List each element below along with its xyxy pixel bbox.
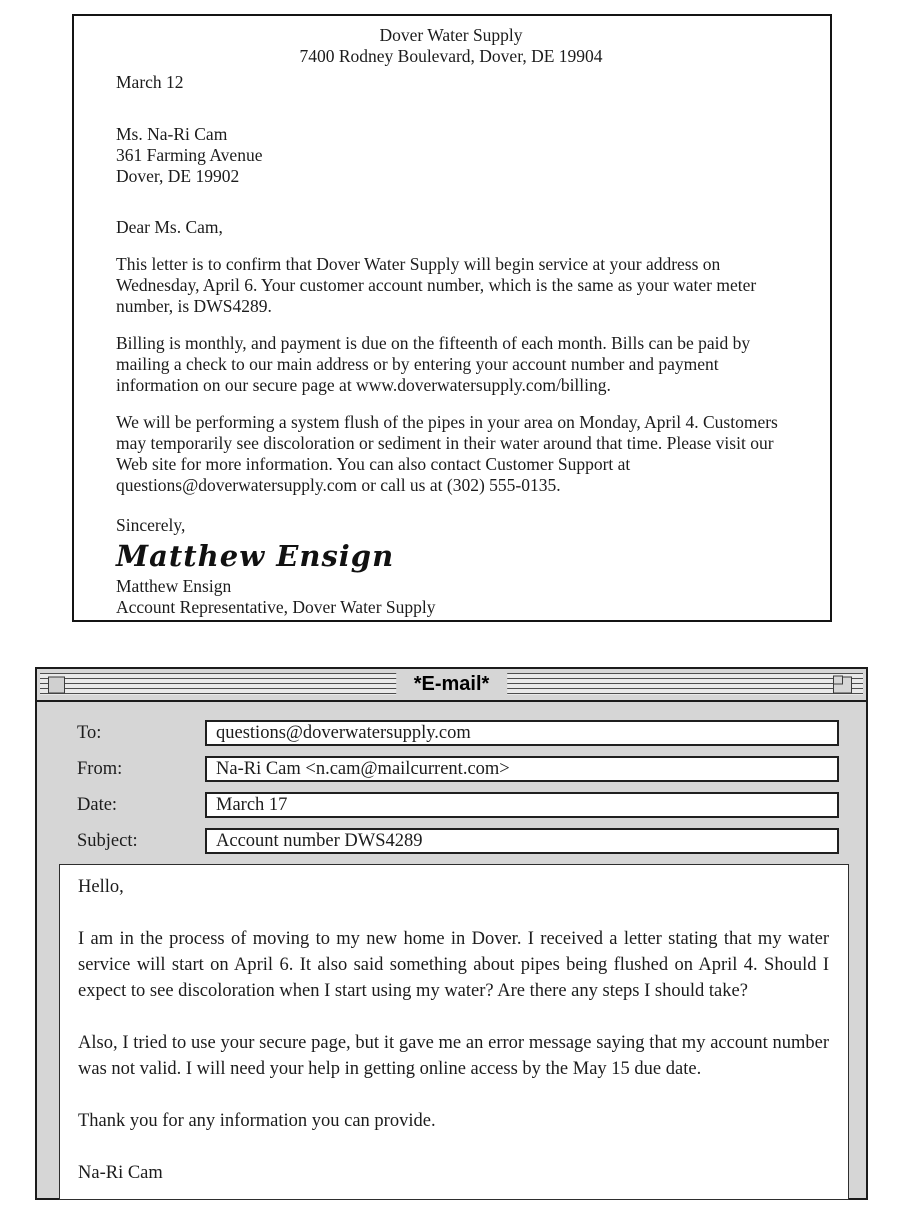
- recipient-city: Dover, DE 19902: [116, 166, 240, 186]
- subject-label: Subject:: [77, 830, 138, 851]
- email-paragraph: I am in the process of moving to my new home in Dover. I received a letter stating that my water service will start on April 6. It also said something about pipes being flushed on April 4. Should I expect to see discoloration when I start using my water? Are there any steps I should take?: [78, 929, 829, 1001]
- letter-recipient-block: [116, 124, 786, 187]
- zoom-icon[interactable]: [833, 676, 852, 693]
- date-field[interactable]: March 17: [205, 792, 839, 818]
- field-row-from: [77, 756, 839, 782]
- letter-document: [72, 14, 832, 622]
- email-greeting: Hello,: [78, 877, 124, 897]
- email-window-titlebar[interactable]: [37, 669, 866, 702]
- zoom-icon-inner: [833, 676, 843, 685]
- letter-paragraph: This letter is to confirm that Dover Water Supply will begin service at your address on Wednesday, April 6. Your customer account number, which is the same as your water meter number, is DWS4289.: [116, 254, 757, 316]
- recipient-street: 361 Farming Avenue: [116, 145, 263, 165]
- email-body[interactable]: [59, 864, 849, 1200]
- field-row-date: [77, 792, 839, 818]
- field-row-to: [77, 720, 839, 746]
- field-row-subject: [77, 828, 839, 854]
- email-window-title: *E-mail*: [396, 669, 508, 700]
- from-field[interactable]: Na-Ri Cam <n.cam@mailcurrent.com>: [205, 756, 839, 782]
- letter-salutation: Dear Ms. Cam,: [116, 217, 223, 237]
- letter-date: March 12: [116, 72, 184, 92]
- letter-company-name: Dover Water Supply: [379, 25, 523, 45]
- date-label: Date:: [77, 794, 118, 815]
- letter-paragraph: We will be performing a system flush of the pipes in your area on Monday, April 4. Customers may temporarily see discoloration or sediment in their water around that time. Please visit our Web site for more information. You can also contact Customer Support at questions@doverwatersupply.com or call us at (302) 555-0135.: [116, 412, 778, 495]
- close-icon[interactable]: [48, 676, 65, 693]
- letter-company-address: 7400 Rodney Boulevard, Dover, DE 19904: [299, 46, 603, 66]
- signer-name: Matthew Ensign: [116, 576, 232, 596]
- signer-title: Account Representative, Dover Water Supply: [116, 597, 436, 617]
- subject-field[interactable]: Account number DWS4289: [205, 828, 839, 854]
- email-paragraph: Thank you for any information you can provide.: [78, 1111, 436, 1131]
- email-sender-name: Na-Ri Cam: [78, 1163, 163, 1183]
- email-paragraph: Also, I tried to use your secure page, but it gave me an error message saying that my account number was not valid. I will need your help in getting online access by the May 15 due date.: [78, 1033, 829, 1079]
- letter-paragraph: Billing is monthly, and payment is due on the fifteenth of each month. Bills can be paid by mailing a check to our main address or by entering your account number and payment information on our secure page at www.doverwatersupply.com/billing.: [116, 333, 751, 395]
- recipient-name: Ms. Na-Ri Cam: [116, 124, 228, 144]
- to-label: To:: [77, 722, 102, 743]
- to-field[interactable]: questions@doverwatersupply.com: [205, 720, 839, 746]
- email-window: [35, 667, 868, 1200]
- handwritten-signature: Matthew Ensign: [116, 539, 395, 573]
- from-label: From:: [77, 758, 123, 779]
- letter-closing: Sincerely,: [116, 515, 186, 535]
- email-header-fields: [37, 702, 866, 854]
